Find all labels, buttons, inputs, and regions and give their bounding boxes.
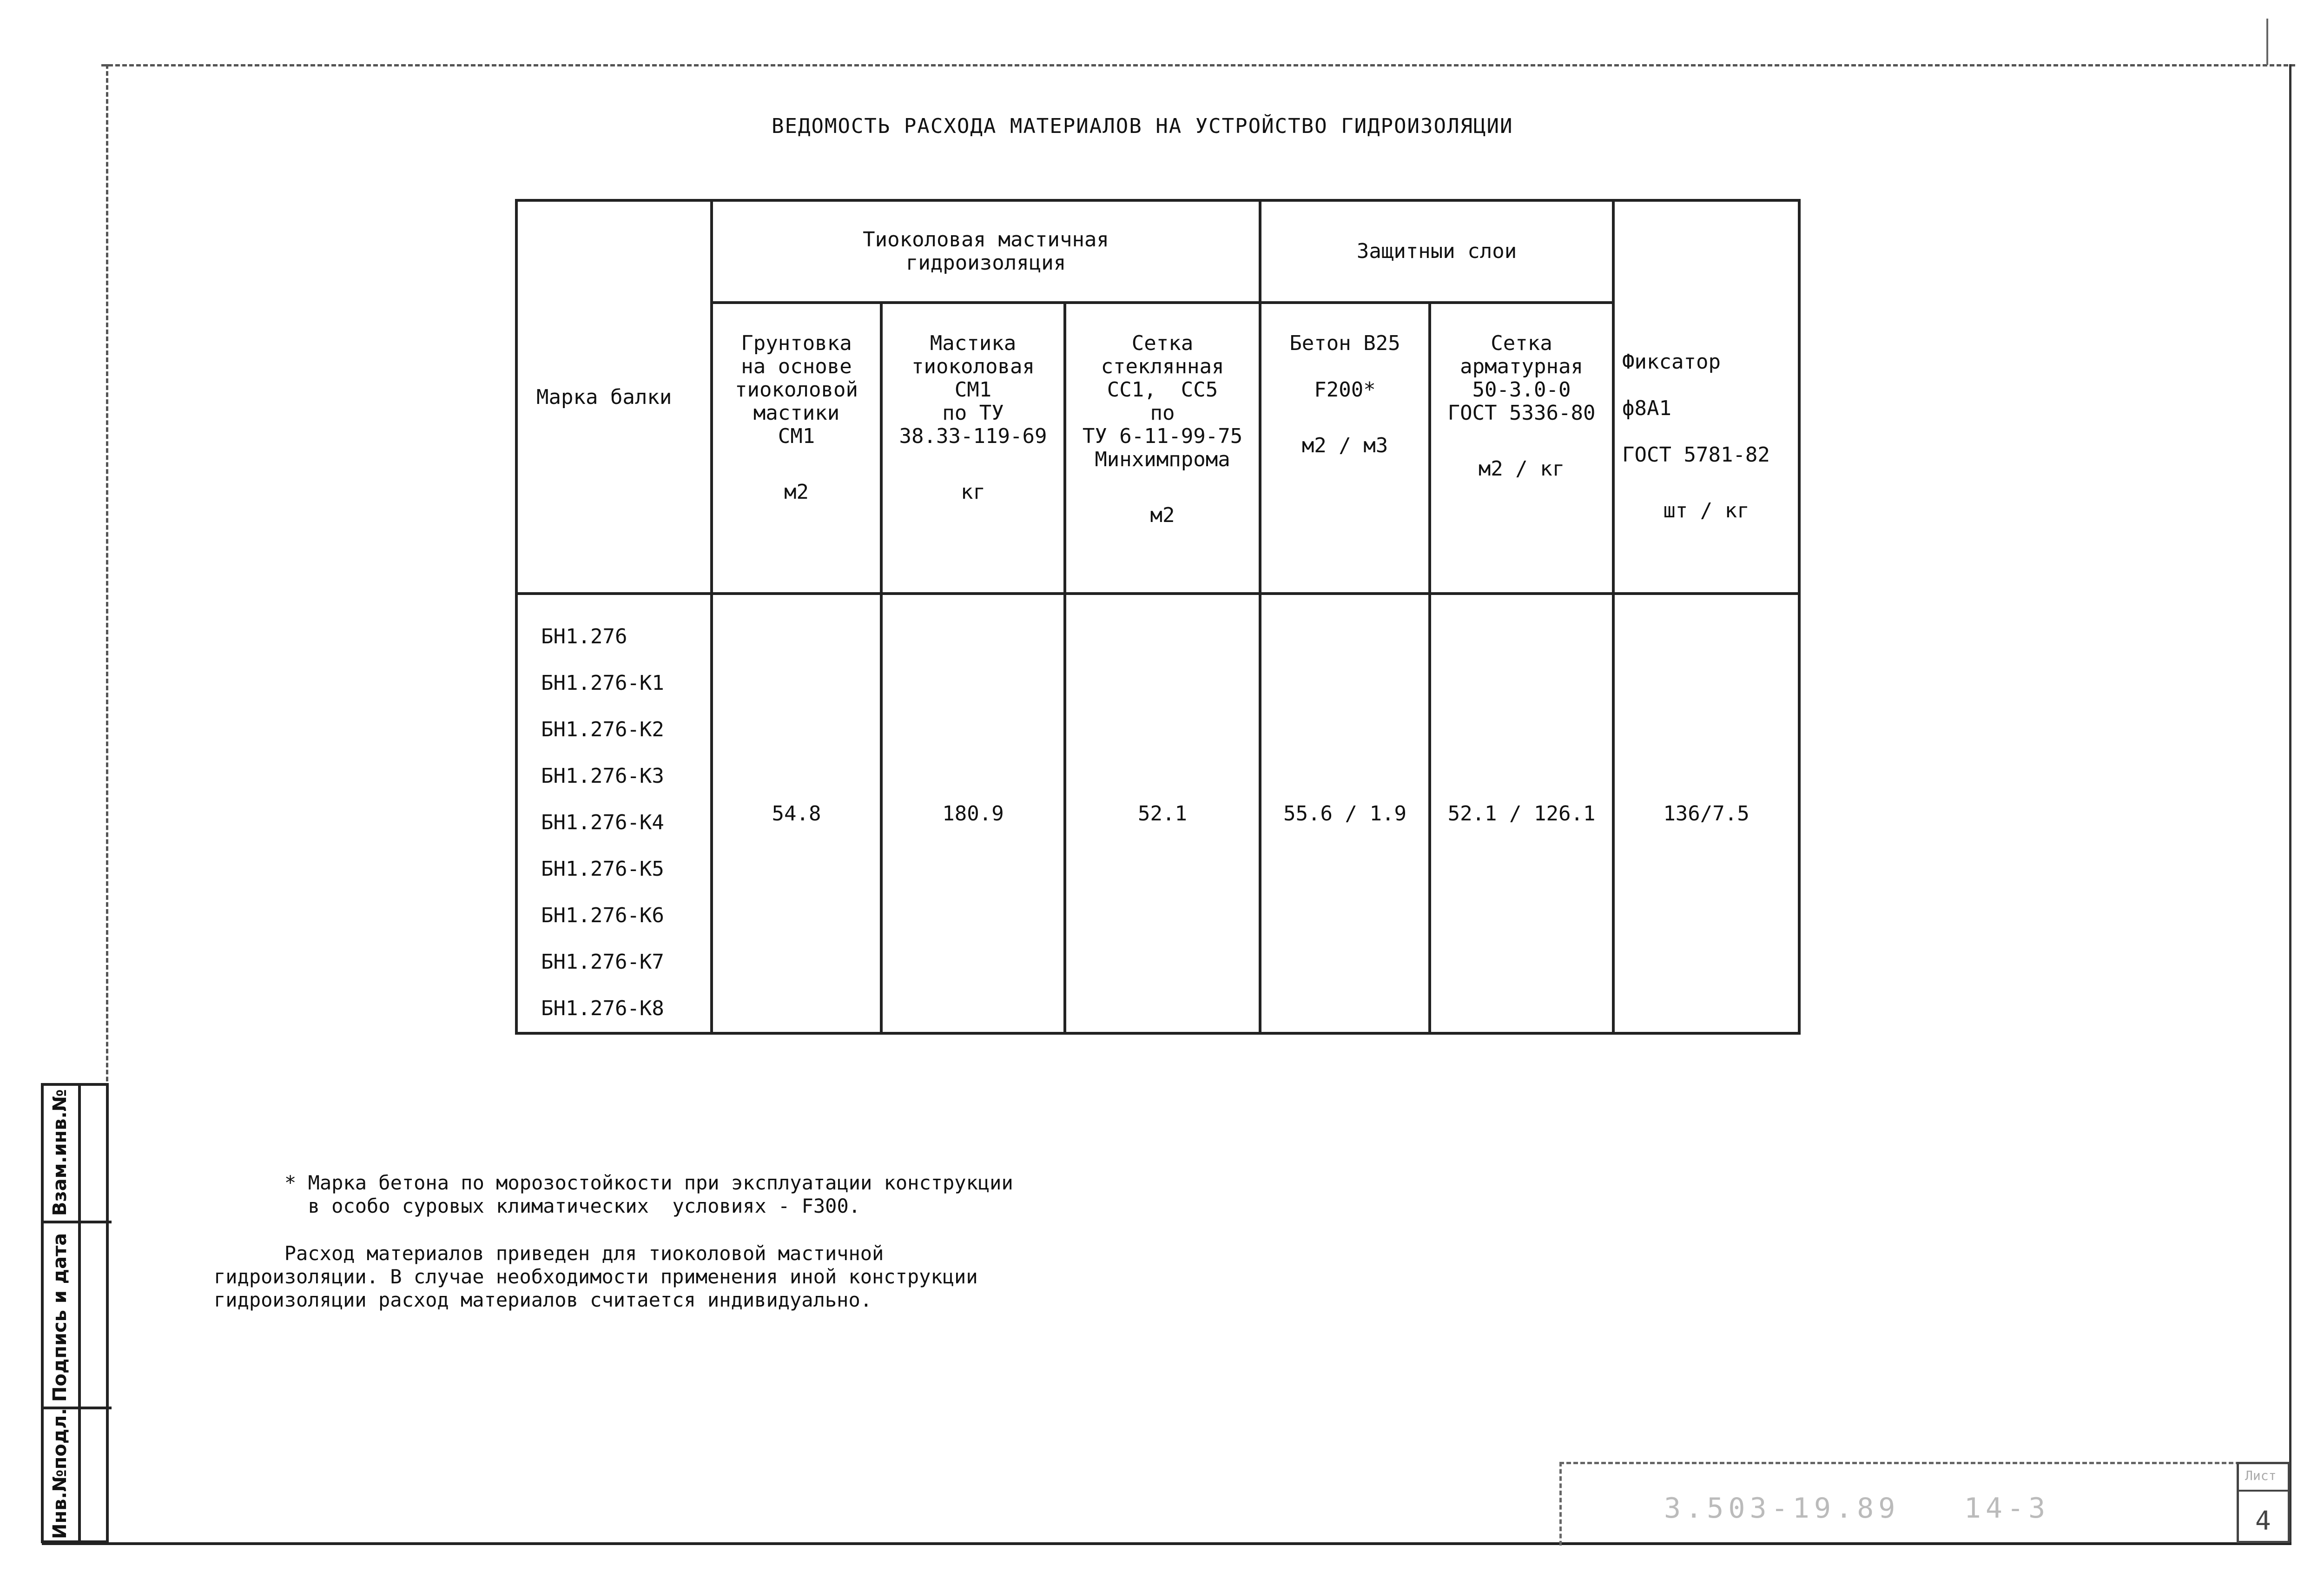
- header-col-unit: м2: [784, 480, 809, 504]
- header-col-rebar-mesh: [1430, 303, 1613, 594]
- header-mark: [516, 200, 712, 594]
- header-col-fixator: [1613, 200, 1799, 594]
- mark-item: БН1.276-К5: [541, 857, 664, 881]
- header-col-unit: м2 / м3: [1301, 434, 1388, 458]
- sheet-label: Лист: [2245, 1468, 2277, 1483]
- corner-tick-mark: [2266, 19, 2268, 65]
- sheet-divider: [2237, 1490, 2290, 1492]
- header-col-unit: м2 / кг: [1478, 457, 1565, 481]
- header-col-primer: [712, 303, 881, 594]
- stamp-label-original-inv: Инв.№подл.: [49, 1408, 71, 1539]
- header-mark-label: Марка балки: [536, 385, 672, 409]
- value-concrete: 55.6 / 1.9: [1260, 594, 1430, 1033]
- header-col-label: Бетон В25 F200*: [1289, 331, 1400, 402]
- mark-item: БН1.276-К4: [541, 811, 664, 834]
- stamp-label-replacement-inv: Взам.инв.№: [49, 1089, 71, 1216]
- footnote: * Марка бетона по морозостойкости при эксплуатации конструкции в особо суровых климатических условиях - F300.: [284, 1171, 1013, 1217]
- mark-item: БН1.276-К1: [541, 671, 664, 695]
- frame-top-border: [101, 64, 2295, 66]
- value-glass-mesh: 52.1: [1065, 594, 1260, 1033]
- frame-right-border: [2289, 64, 2291, 1542]
- header-col-glass-mesh: [1065, 303, 1260, 594]
- note-paragraph: Расход материалов приведен для тиоколовой мастичной гидроизоляции. В случае необходимости применения иной конструкции гидроизоляции расход материалов считается индивидуально.: [214, 1242, 978, 1311]
- mark-item: БН1.276-К8: [541, 997, 664, 1020]
- mark-item: БН1.276-К3: [541, 764, 664, 788]
- header-group-protective: [1260, 200, 1613, 303]
- stamp-label-signature-date: Подпись и дата: [49, 1233, 71, 1402]
- header-col-label: Мастика тиоколовая СМ1 по ТУ 38.33-119-69: [899, 331, 1047, 449]
- drawing-code: 3.503-19.89 14-3: [1664, 1492, 2050, 1525]
- value-rebar-mesh: 52.1 / 126.1: [1430, 594, 1613, 1033]
- materials-table: [515, 199, 1801, 1035]
- sheet-number: 4: [2255, 1506, 2271, 1536]
- header-group-protective-label: Защитныи слои: [1356, 239, 1517, 264]
- header-group-mastic: [712, 200, 1260, 303]
- header-col-mastic: [881, 303, 1065, 594]
- header-col-unit: м2: [1150, 503, 1175, 528]
- side-stamp: [41, 1083, 109, 1543]
- document-title: ВЕДОМОСТЬ РАСХОДА МАТЕРИАЛОВ НА УСТРОЙСТВО ГИДРОИЗОЛЯЦИИ: [772, 114, 1513, 138]
- mark-item: БН1.276-К7: [541, 950, 664, 974]
- header-col-label: Грунтовка на основе тиоколовой мастики СМ1: [735, 331, 858, 449]
- header-col-label: Сетка стеклянная СС1, СС5 по ТУ 6-11-99-75 Минхимпрома: [1082, 331, 1243, 472]
- header-group-mastic-label: Тиоколовая мастичная гидроизоляция: [863, 228, 1109, 275]
- value-fixator: 136/7.5: [1613, 594, 1799, 1033]
- marks-cell: [516, 594, 712, 1033]
- header-col-label: Фиксатор ф8А1 ГОСТ 5781-82: [1622, 350, 1770, 467]
- header-col-label: Сетка арматурная 50-3.0-0 ГОСТ 5336-80: [1447, 331, 1596, 425]
- marks-list: [518, 595, 710, 1032]
- value-mastic: 180.9: [881, 594, 1065, 1033]
- mark-item: БН1.276: [541, 625, 627, 648]
- header-col-unit: кг: [961, 480, 985, 504]
- header-col-concrete: [1260, 303, 1430, 594]
- mark-item: БН1.276-К2: [541, 718, 664, 741]
- mark-item: БН1.276-К6: [541, 904, 664, 927]
- value-primer: 54.8: [712, 594, 881, 1033]
- header-col-unit: шт / кг: [1663, 499, 1750, 522]
